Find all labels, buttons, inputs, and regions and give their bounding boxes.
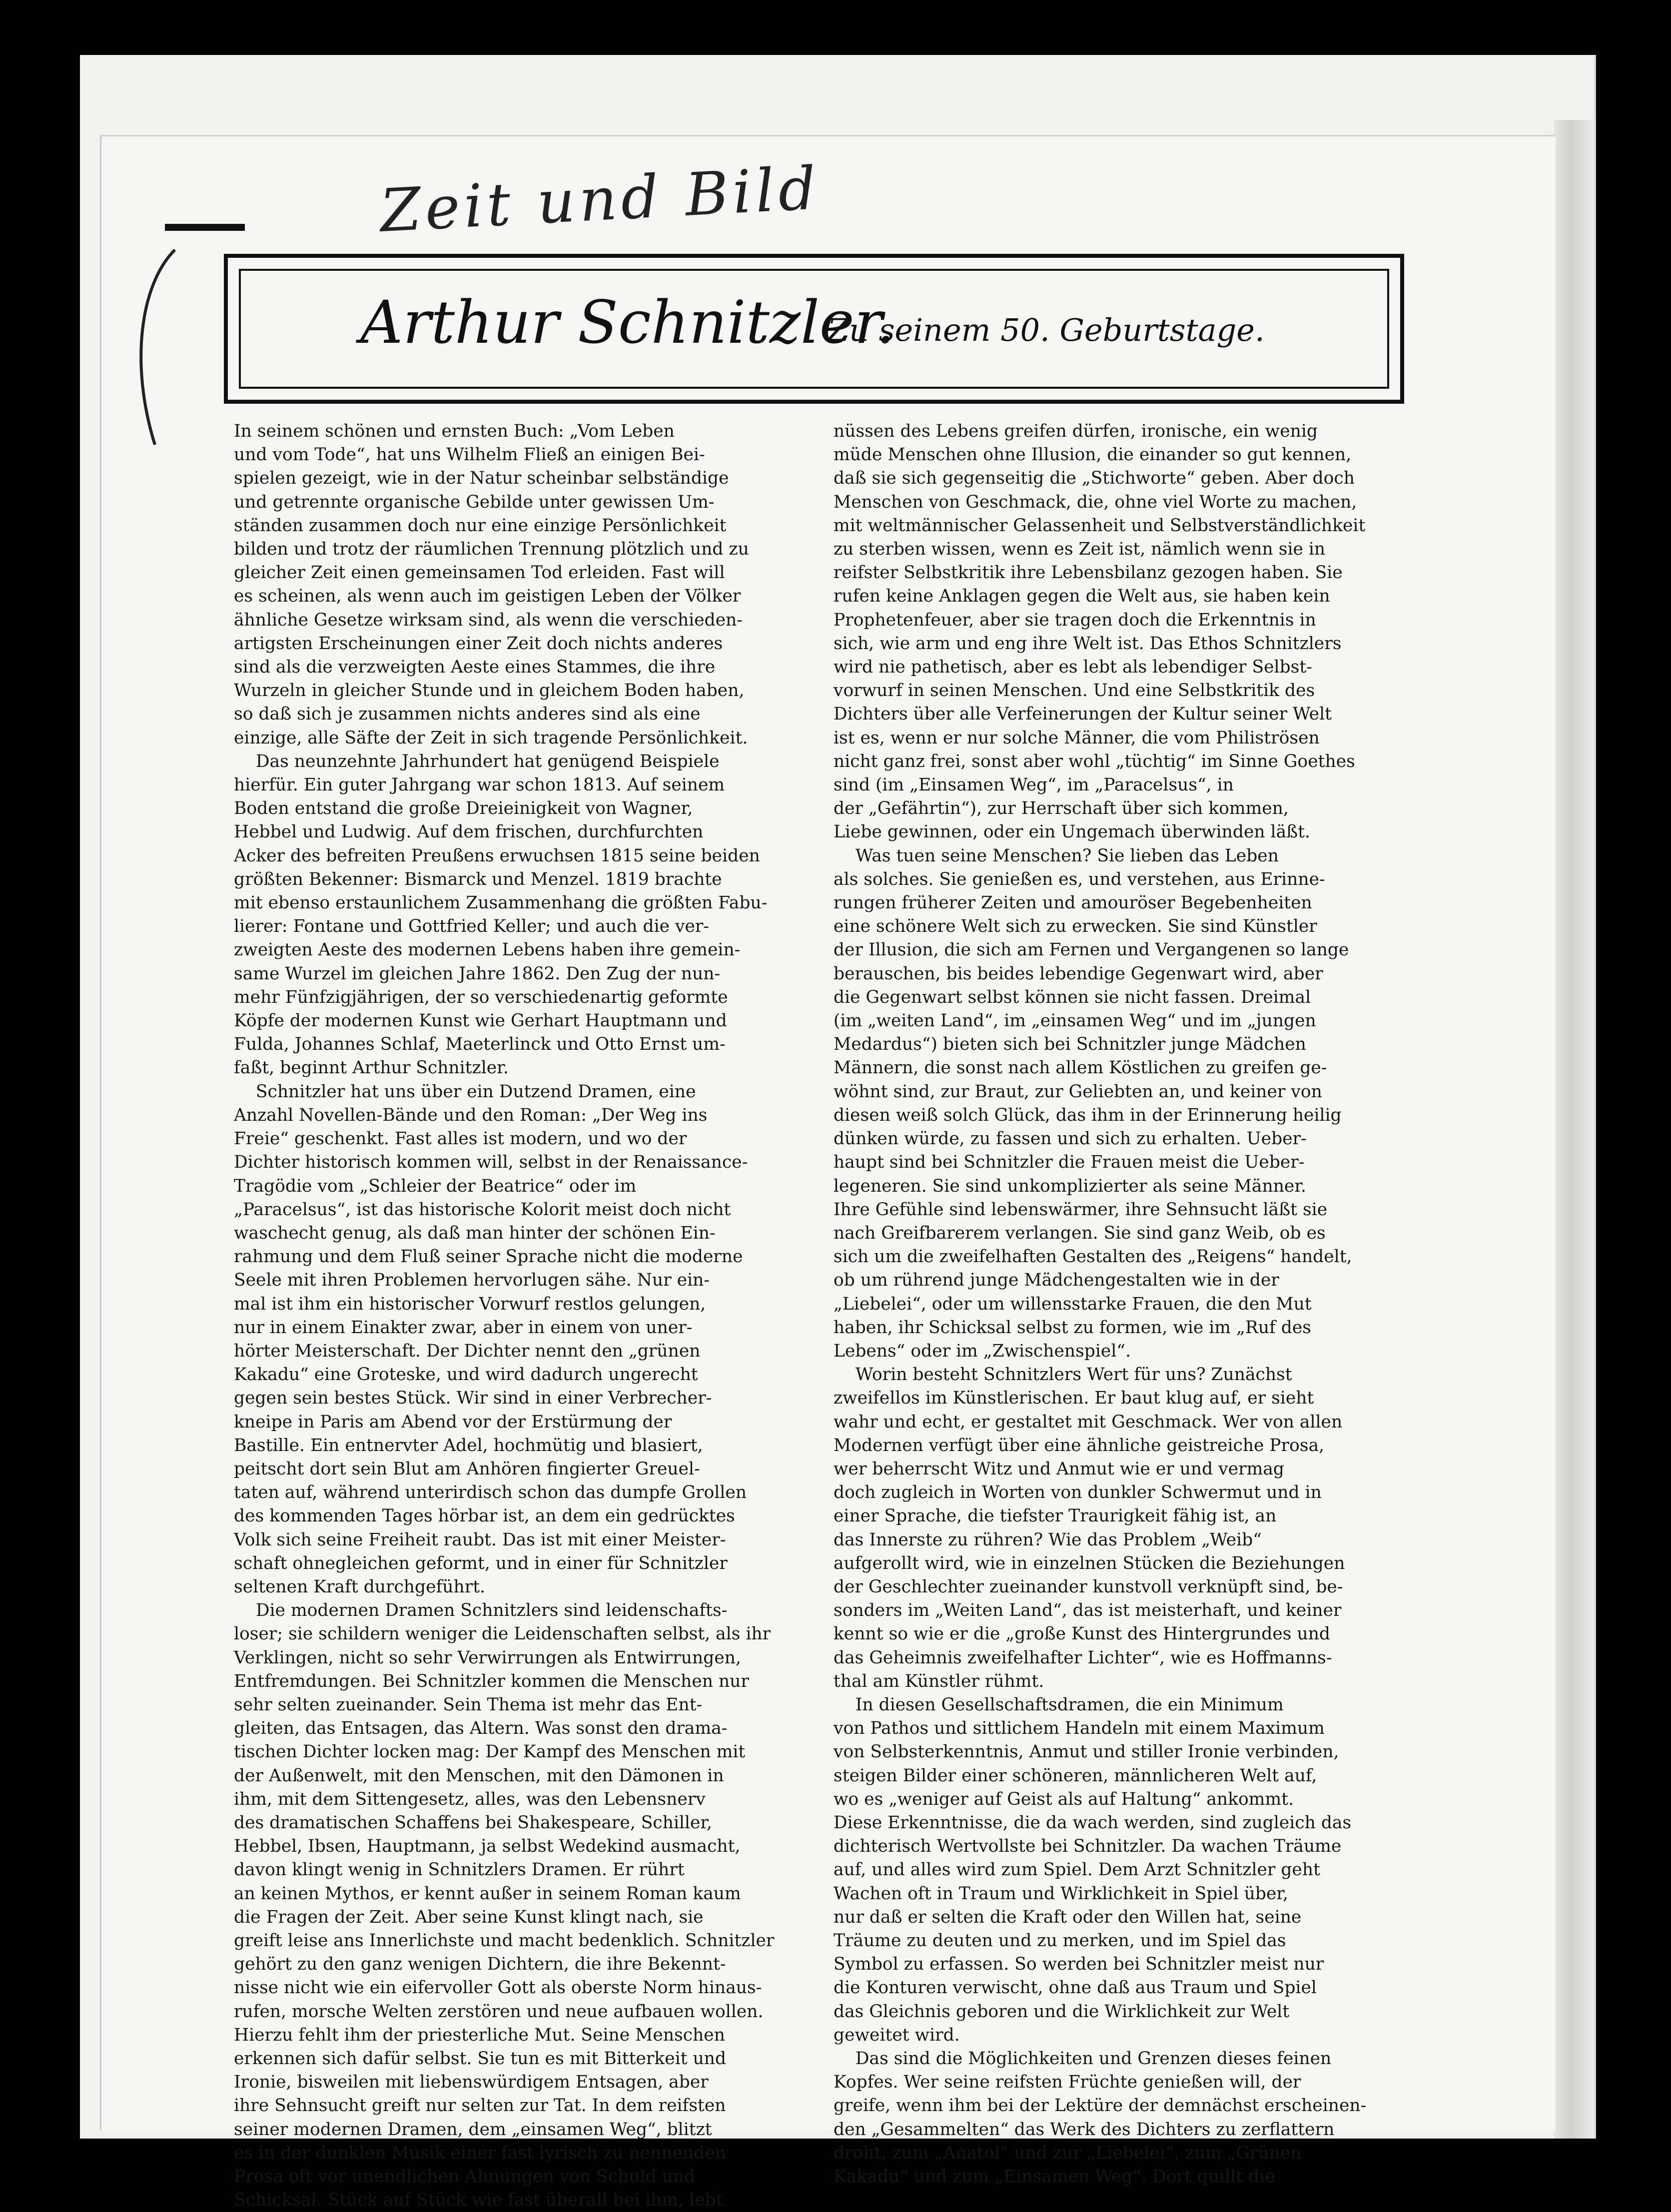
text-line: und getrennte organische Gebilde unter gewissen Um- <box>234 492 715 512</box>
text-line: Tragödie vom „Schleier der Beatrice“ oder im <box>234 1176 637 1196</box>
text-line: ist es, wenn er nur solche Männer, die vom Philiströsen <box>834 728 1320 748</box>
text-line: Die modernen Dramen Schnitzlers sind leidenschafts- <box>234 1600 728 1621</box>
text-line: taten auf, während unterirdisch schon das dumpfe Grollen <box>234 1482 747 1503</box>
text-line: legeneren. Sie sind unkomplizierter als seine Männer. <box>834 1176 1307 1196</box>
text-line: In seinem schönen und ernsten Buch: „Vom Leben <box>234 421 675 441</box>
text-line: ähnliche Gesetze wirksam sind, als wenn die verschieden- <box>234 610 743 630</box>
text-line: das Geheimnis zweifelhafter Lichter“, wie es Hoffmanns- <box>834 1647 1332 1668</box>
text-line: seltenen Kraft durchgeführt. <box>234 1576 486 1597</box>
text-line: Entfremdungen. Bei Schnitzler kommen die Menschen nur <box>234 1671 749 1691</box>
text-line: Wachen oft in Traum und Wirklichkeit in Spiel über, <box>834 1883 1289 1904</box>
text-line: von Pathos und sittlichem Handeln mit einem Maximum <box>834 1718 1325 1739</box>
text-line: mehr Fünfzigjährigen, der so verschiedenartig geformte <box>234 987 728 1007</box>
text-line: dichterisch Wertvollste bei Schnitzler. Da wachen Träume <box>834 1836 1342 1857</box>
text-line: Seele mit ihren Problemen hervorlugen sähe. Nur ein- <box>234 1270 710 1291</box>
text-line: rungen früherer Zeiten und amouröser Begebenheiten <box>834 893 1312 913</box>
text-line: wird nie pathetisch, aber es lebt als lebendiger Selbst- <box>834 657 1312 678</box>
text-line: sind als die verzweigten Aeste eines Stammes, die ihre <box>234 657 716 678</box>
text-line: des dramatischen Schaffens bei Shakespeare, Schiller, <box>234 1812 713 1833</box>
text-line: es scheinen, als wenn auch im geistigen Leben der Völker <box>234 586 741 607</box>
text-line: Köpfe der modernen Kunst wie Gerhart Hauptmann und <box>234 1011 727 1031</box>
text-line: aufgerollt wird, wie in einzelnen Stücken die Beziehungen <box>834 1553 1345 1573</box>
text-line: Ihre Gefühle sind lebenswärmer, ihre Sehnsucht läßt sie <box>834 1199 1328 1220</box>
text-line: Dichter historisch kommen will, selbst in der Renaissance- <box>234 1152 748 1173</box>
text-line: waschecht genug, als daß man hinter der schönen Ein- <box>234 1223 716 1243</box>
text-line: sehr selten zueinander. Sein Thema ist mehr das Ent- <box>234 1694 703 1715</box>
text-line: der Geschlechter zueinander kunstvoll verknüpft sind, be- <box>834 1576 1343 1597</box>
text-line: Schicksal. Stück auf Stück wie fast überall bei ihm, lebt <box>234 2190 723 2211</box>
text-line: sonders im „Weiten Land“, das ist meisterhaft, und keiner <box>834 1600 1342 1621</box>
text-line: spielen gezeigt, wie in der Natur scheinbar selbständige <box>234 468 729 489</box>
paper-edge <box>1554 120 1594 2139</box>
text-line: faßt, beginnt Arthur Schnitzler. <box>234 1058 509 1078</box>
text-line: auf, und alles wird zum Spiel. Dem Arzt Schnitzler geht <box>834 1860 1320 1880</box>
text-line: Kakadu“ und zum „Einsamen Weg“. Dort quillt die <box>834 2167 1275 2187</box>
text-line: diesen weiß solch Glück, das ihm in der Erinnerung heilig <box>834 1105 1342 1125</box>
text-line: gehört zu den ganz wenigen Dichtern, die ihre Bekennt- <box>234 1954 726 1975</box>
text-line: Schnitzler hat uns über ein Dutzend Dramen, eine <box>234 1081 696 1102</box>
text-line: ständen zusammen doch nur eine einzige Persönlichkeit <box>234 515 727 536</box>
text-line: das Gleichnis geboren und die Wirklichkeit zur Welt <box>834 2001 1290 2022</box>
article-column-right <box>834 420 1366 2189</box>
text-line: Hebbel, Ibsen, Hauptmann, ja selbst Wedekind ausmacht, <box>234 1836 741 1857</box>
text-line: Verklingen, nicht so sehr Verwirrungen als Entwirrungen, <box>234 1647 741 1668</box>
text-line: bilden und trotz der räumlichen Trennung plötzlich und zu <box>234 539 749 560</box>
text-line: nisse nicht wie ein eifervoller Gott als oberste Norm hinaus- <box>234 1978 762 1998</box>
text-line: hierfür. Ein guter Jahrgang war schon 1813. Auf seinem <box>234 775 725 795</box>
text-line: Worin besteht Schnitzlers Wert für uns? Zunächst <box>834 1365 1292 1385</box>
text-line: mit ebenso erstaunlichem Zusammenhang die größten Fabu- <box>234 893 768 913</box>
text-line: hörter Meisterschaft. Der Dichter nennt den „grünen <box>234 1341 701 1361</box>
text-line: den „Gesammelten“ das Werk des Dichters zu zerflattern <box>834 2119 1335 2140</box>
text-line: doch zugleich in Worten von dunkler Schwermut und in <box>834 1482 1322 1503</box>
text-line: wöhnt sind, zur Braut, zur Geliebten an, und keiner von <box>834 1081 1322 1102</box>
pen-dash <box>165 224 245 231</box>
text-line: same Wurzel im gleichen Jahre 1862. Den Zug der nun- <box>234 963 721 984</box>
text-line: müde Menschen ohne Illusion, die einander so gut kennen, <box>834 445 1352 465</box>
text-line: nur in einem Einakter zwar, aber in einem von uner- <box>234 1317 693 1338</box>
text-line: Diese Erkenntnisse, die da wach werden, sind zugleich das <box>834 1812 1352 1833</box>
text-line: einer Sprache, die tiefster Traurigkeit fähig ist, an <box>834 1506 1277 1526</box>
text-line: wo es „weniger auf Geist als auf Haltung“ ankommt. <box>834 1789 1294 1809</box>
text-line: Volk sich seine Freiheit raubt. Das ist mit einer Meister- <box>234 1529 726 1550</box>
text-line: vorwurf in seinen Menschen. Und eine Selbstkritik des <box>834 681 1315 701</box>
text-line: „Liebelei“, oder um willensstarke Frauen, die den Mut <box>834 1294 1312 1314</box>
text-line: artigsten Erscheinungen einer Zeit doch nichts anderes <box>234 633 723 654</box>
text-line: „Paracelsus“, ist das historische Kolorit meist doch nicht <box>234 1199 731 1220</box>
article-title: Arthur Schnitzler. <box>360 288 895 357</box>
text-line: peitscht dort sein Blut am Anhören fingierter Greuel- <box>234 1459 700 1479</box>
text-line: rufen, morsche Welten zerstören und neue aufbauen wollen. <box>234 2001 764 2022</box>
text-line: die Konturen verwischt, ohne daß aus Traum und Spiel <box>834 1978 1317 1998</box>
text-line: zweifellos im Künstlerischen. Er baut klug auf, er sieht <box>834 1388 1314 1409</box>
text-line: rufen keine Anklagen gegen die Welt aus, sie haben kein <box>834 586 1330 607</box>
text-line: Männern, die sonst nach allem Köstlichen zu greifen ge- <box>834 1058 1327 1078</box>
text-line: der „Gefährtin“), zur Herrschaft über sich kommen, <box>834 798 1289 819</box>
text-line: loser; sie schildern weniger die Leidenschaften selbst, als ihr <box>234 1624 771 1644</box>
text-line: Symbol zu erfassen. So werden bei Schnitzler meist nur <box>834 1954 1324 1975</box>
text-line: gleicher Zeit einen gemeinsamen Tod erleiden. Fast will <box>234 563 725 583</box>
text-line: (im „weiten Land“, im „einsamen Weg“ und im „jungen <box>834 1011 1316 1031</box>
text-line: zu sterben wissen, wenn es Zeit ist, nämlich wenn sie in <box>834 539 1326 560</box>
text-line: steigen Bilder einer schöneren, männlicheren Welt auf, <box>834 1765 1317 1786</box>
text-line: sich, wie arm und eng ihre Welt ist. Das Ethos Schnitzlers <box>834 633 1342 654</box>
article-subtitle: Zu seinem 50. Geburtstage. <box>828 312 1265 348</box>
text-line: einzige, alle Säfte der Zeit in sich tragende Persönlichkeit. <box>234 728 748 748</box>
text-line: Prosa oft vor unendlichen Ahnungen von Schuld und <box>234 2167 696 2187</box>
text-line: daß sie sich gegenseitig die „Stichworte“ geben. Aber doch <box>834 468 1355 489</box>
text-line: Acker des befreiten Preußens erwuchsen 1815 seine beiden <box>234 845 760 866</box>
text-line: wer beherrscht Witz und Anmut wie er und vermag <box>834 1459 1284 1479</box>
text-line: davon klingt wenig in Schnitzlers Dramen. Er rührt <box>234 1860 685 1880</box>
text-line: als solches. Sie genießen es, und verstehen, aus Erinne- <box>834 869 1325 889</box>
text-line: das Innerste zu rühren? Wie das Problem „Weib“ <box>834 1529 1262 1550</box>
text-line: erkennen sich dafür selbst. Sie tun es mit Bitterkeit und <box>234 2049 727 2069</box>
text-line: sich um die zweifelhaften Gestalten des „Reigens“ handelt, <box>834 1247 1352 1267</box>
text-line: nur daß er selten die Kraft oder den Willen hat, seine <box>834 1907 1302 1927</box>
text-line: die Fragen der Zeit. Aber seine Kunst klingt nach, sie <box>234 1907 704 1927</box>
text-line: Medardus“) bieten sich bei Schnitzler junge Mädchen <box>834 1034 1306 1055</box>
pen-arc <box>125 245 185 455</box>
text-line: gleiten, das Entsagen, das Altern. Was sonst den drama- <box>234 1718 728 1739</box>
text-line: Dichters über alle Verfeinerungen der Kultur seiner Welt <box>834 704 1332 725</box>
text-line: kennt so wie er die „große Kunst des Hintergrundes und <box>834 1624 1330 1644</box>
text-line: die Gegenwart selbst können sie nicht fassen. Dreimal <box>834 987 1311 1007</box>
text-line: haben, ihr Schicksal selbst zu formen, wie im „Ruf des <box>834 1317 1311 1338</box>
text-line: seiner modernen Dramen, dem „einsamen Weg“, blitzt <box>234 2119 712 2140</box>
text-line: von Selbsterkenntnis, Anmut und stiller Ironie verbinden, <box>834 1742 1339 1762</box>
text-line: nach Greifbarerem verlangen. Sie sind ganz Weib, ob es <box>834 1223 1326 1243</box>
text-line: so daß sich je zusammen nichts anderes sind als eine <box>234 704 701 725</box>
text-line: Das sind die Möglichkeiten und Grenzen dieses feinen <box>834 2049 1332 2069</box>
text-line: gegen sein bestes Stück. Wir sind in einer Verbrecher- <box>234 1388 712 1409</box>
text-line: eine schönere Welt sich zu erwecken. Sie sind Künstler <box>834 916 1317 937</box>
text-line: der Außenwelt, mit den Menschen, mit den Dämonen in <box>234 1765 724 1786</box>
text-line: Kopfes. Wer seine reifsten Früchte genießen will, der <box>834 2072 1301 2093</box>
text-line: haupt sind bei Schnitzler die Frauen meist die Ueber- <box>834 1152 1305 1173</box>
text-line: Boden entstand die große Dreieinigkeit von Wagner, <box>234 798 693 819</box>
text-line: greift leise ans Innerlichste und macht bedenklich. Schnitzler <box>234 1931 775 1951</box>
text-line: Hierzu fehlt ihm der priesterliche Mut. Seine Menschen <box>234 2025 725 2045</box>
text-line: droht, zum „Anatol“ und zur „Liebelei“, zum „Grünen <box>834 2143 1302 2163</box>
text-line: mal ist ihm ein historischer Vorwurf restlos gelungen, <box>234 1294 706 1314</box>
text-line: des kommenden Tages hörbar ist, an dem ein gedrücktes <box>234 1506 735 1526</box>
text-line: schaft ohnegleichen geformt, und in einer für Schnitzler <box>234 1553 728 1573</box>
text-line: Lebens“ oder im „Zwischenspiel“. <box>834 1341 1131 1361</box>
text-line: ihre Sehnsucht greift nur selten zur Tat. In dem reifsten <box>234 2096 726 2116</box>
text-line: reifster Selbstkritik ihre Lebensbilanz gezogen haben. Sie <box>834 563 1343 583</box>
text-line: Anzahl Novellen-Bände und den Roman: „Der Weg ins <box>234 1105 708 1125</box>
article-column-left <box>234 420 774 2212</box>
text-line: Menschen von Geschmack, die, ohne viel Worte zu machen, <box>834 492 1357 512</box>
text-line: nüssen des Lebens greifen dürfen, ironische, ein wenig <box>834 421 1318 441</box>
text-line: tischen Dichter locken mag: Der Kampf des Menschen mit <box>234 1742 746 1762</box>
text-line: kneipe in Paris am Abend vor der Erstürmung der <box>234 1412 672 1432</box>
handwritten-note: Zeit und Bild <box>378 153 822 245</box>
text-line: sind (im „Einsamen Weg“, im „Paracelsus“, in <box>834 775 1234 795</box>
text-line: berauschen, bis beides lebendige Gegenwart wird, aber <box>834 963 1323 984</box>
text-line: lierer: Fontane und Gottfried Keller; und auch die ver- <box>234 916 710 937</box>
text-line: Freie“ geschenkt. Fast alles ist modern, und wo der <box>234 1129 687 1149</box>
text-line: In diesen Gesellschaftsdramen, die ein Minimum <box>834 1694 1284 1715</box>
text-line: Träume zu deuten und zu merken, und im Spiel das <box>834 1931 1286 1951</box>
text-line: greife, wenn ihm bei der Lektüre der demnächst erscheinen- <box>834 2096 1367 2116</box>
text-line: Liebe gewinnen, oder ein Ungemach überwinden läßt. <box>834 822 1311 842</box>
text-line: geweitet wird. <box>834 2025 960 2045</box>
text-line: Ironie, bisweilen mit liebenswürdigem Entsagen, aber <box>234 2072 709 2093</box>
text-line: mit weltmännischer Gelassenheit und Selbstverständlichkeit <box>834 515 1366 536</box>
text-line: es in der dunklen Musik einer fast lyrisch zu nennenden <box>234 2143 726 2163</box>
text-line: Das neunzehnte Jahrhundert hat genügend Beispiele <box>234 751 720 771</box>
text-line: dünken würde, zu fassen und sich zu erhalten. Ueber- <box>834 1129 1307 1149</box>
text-line: zweigten Aeste des modernen Lebens haben ihre gemein- <box>234 940 741 960</box>
text-line: wahr und echt, er gestaltet mit Geschmack. Wer von allen <box>834 1412 1343 1432</box>
text-line: größten Bekenner: Bismarck und Menzel. 1819 brachte <box>234 869 722 889</box>
text-line: Was tuen seine Menschen? Sie lieben das Leben <box>834 845 1279 866</box>
text-line: rahmung und dem Fluß seiner Sprache nicht die moderne <box>234 1247 743 1267</box>
text-line: an keinen Mythos, er kennt außer in seinem Roman kaum <box>234 1883 741 1904</box>
text-line: Bastille. Ein entnervter Adel, hochmütig und blasiert, <box>234 1435 703 1456</box>
text-line: thal am Künstler rühmt. <box>834 1671 1044 1691</box>
text-line: Fulda, Johannes Schlaf, Maeterlinck und Otto Ernst um- <box>234 1034 726 1055</box>
text-line: Prophetenfeuer, aber sie tragen doch die Erkenntnis in <box>834 610 1316 630</box>
text-line: Hebbel und Ludwig. Auf dem frischen, durchfurchten <box>234 822 704 842</box>
article-header-box <box>224 254 1404 404</box>
text-line: und vom Tode“, hat uns Wilhelm Fließ an einigen Bei- <box>234 445 705 465</box>
text-line: Kakadu“ eine Groteske, und wird dadurch ungerecht <box>234 1365 698 1385</box>
text-line: ihm, mit dem Sittengesetz, alles, was den Lebensnerv <box>234 1789 706 1809</box>
text-line: nicht ganz frei, sonst aber wohl „tüchtig“ im Sinne Goethes <box>834 751 1355 771</box>
text-line: der Illusion, die sich am Fernen und Vergangenen so lange <box>834 940 1349 960</box>
text-line: ob um rührend junge Mädchengestalten wie in der <box>834 1270 1279 1291</box>
text-line: Wurzeln in gleicher Stunde und in gleichem Boden haben, <box>234 681 745 701</box>
text-line: Modernen verfügt über eine ähnliche geistreiche Prosa, <box>834 1435 1325 1456</box>
